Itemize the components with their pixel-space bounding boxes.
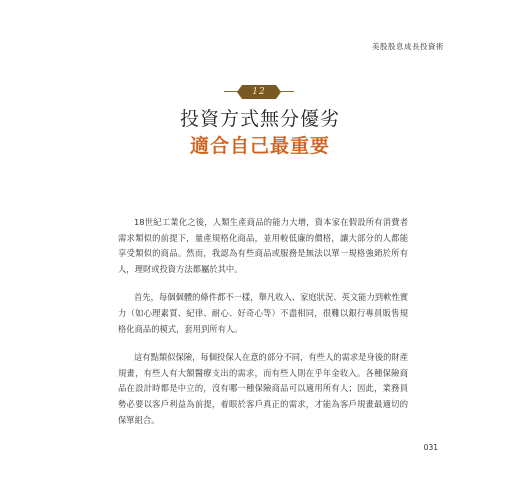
chapter-number-badge — [224, 85, 294, 99]
paragraph-2: 首先，每個個體的條件都不一樣，舉凡收入、家庭狀況、英文能力到軟性實力（如心理素質、紀律、耐心、好奇心等）不盡相同，很難以銀行專員販售規格化商品的模式，套用到所有人。 — [118, 292, 408, 334]
body-text — [118, 215, 408, 441]
running-header: 美股股息成長投資術 — [372, 42, 444, 51]
page-number: 031 — [423, 443, 438, 452]
chapter-title: 投資方式無分優劣 — [179, 108, 340, 130]
paragraph-3: 這有點類似保險，每個投保人在意的部分不同，有些人的需求是身後的財產規畫，有些人有大額醫療支出的需求，而有些人則在乎年金收入。各種保險商品在設計時都是中立的，沒有哪一種保險商品可以適用所有人；因此，業務員勢必要以客戶利益為前提，着眼於客戶真正的需求，才能為客戶規畫最適切的保單組合。 — [118, 352, 408, 425]
chapter-number: 12 — [252, 87, 266, 97]
badge-box — [242, 85, 276, 99]
chapter-subtitle: 適合自己最重要 — [189, 135, 330, 157]
paragraph-1: 18世紀工業化之後，人類生產商品的能力大增，資本家在假設所有消費者需求類似的前提下，量產規格化商品，並用較低廉的價格，讓大部分的人都能享受類似的商品。然而，我認為有些商品或服務是無法以單一規格強銷於所有人，理財或投資方法都屬於其中。 — [118, 217, 408, 274]
badge-right-rule — [278, 91, 294, 92]
